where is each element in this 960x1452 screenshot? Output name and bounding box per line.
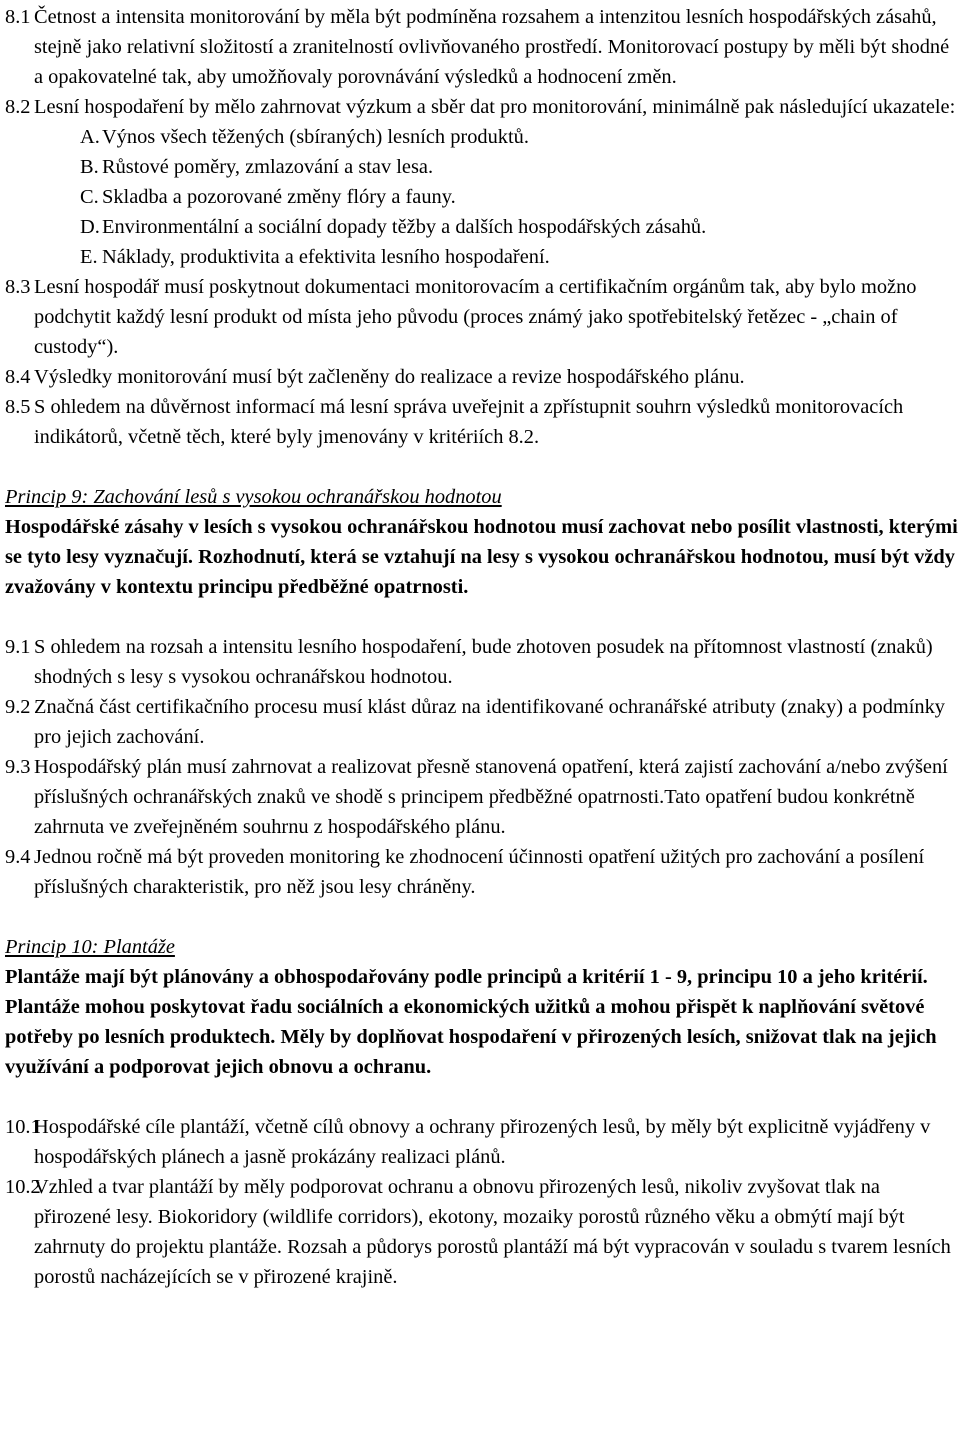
indicator-d xyxy=(0,212,960,242)
criterion-9-4 xyxy=(0,842,960,902)
criterion-text: Četnost a intensita monitorování by měla být podmíněna rozsahem a intenzitou lesních hospodářských zásahů, stejně jako relativní složitostí a zranitelností ovlivňovaného prostředí. Monitorovací postupy by měli být shodné a opakovatelné tak, aby umožňovaly porovnávání výsledků a hodnocení změn. xyxy=(34,6,950,88)
indicator-text: Náklady, produktivita a efektivita lesního hospodaření. xyxy=(102,246,550,268)
criterion-9-1 xyxy=(0,632,960,692)
criterion-text: Lesní hospodaření by mělo zahrnovat výzkum a sběr dat pro monitorování, minimálně pak následující ukazatele: xyxy=(34,96,956,118)
criterion-10-2 xyxy=(0,1172,960,1292)
criterion-number: 9.3 xyxy=(5,756,31,778)
criterion-text: Výsledky monitorování musí být začleněny do realizace a revize hospodářského plánu. xyxy=(34,366,745,388)
criterion-10-1 xyxy=(0,1112,960,1172)
criterion-text: S ohledem na rozsah a intensitu lesního hospodaření, bude zhotoven posudek na přítomnost vlastností (znaků) shodných s lesy s vysokou ochranářskou hodnotou. xyxy=(34,636,933,688)
criterion-number: 8.2 xyxy=(5,96,31,118)
indicator-text: Environmentální a sociální dopady těžby a dalších hospodářských zásahů. xyxy=(102,216,707,238)
criterion-number: 8.4 xyxy=(5,366,31,388)
spacer xyxy=(0,1082,960,1112)
criterion-9-3 xyxy=(0,752,960,842)
principle-9-heading: Princip 9: Zachování lesů s vysokou ochranářskou hodnotou xyxy=(5,486,502,508)
indicator-text: Výnos všech těžených (sbíraných) lesních produktů. xyxy=(102,126,529,148)
criterion-number: 9.4 xyxy=(5,846,31,868)
criterion-text: Lesní hospodář musí poskytnout dokumentaci monitorovacím a certifikačním orgánům tak, aby bylo možno podchytit každý lesní produkt od místa jeho původu (proces známý jako spotřebitelský řetězec - „chain of custody“). xyxy=(34,276,917,358)
indicator-text: Růstové poměry, zmlazování a stav lesa. xyxy=(102,156,434,178)
criterion-text: Značná část certifikačního procesu musí klást důraz na identifikované ochranářské atributy (znaky) a podmínky pro jejich zachování. xyxy=(34,696,946,748)
criterion-number: 8.3 xyxy=(5,276,31,298)
spacer xyxy=(0,602,960,632)
indicator-letter: B. xyxy=(80,156,99,178)
indicator-c xyxy=(0,182,960,212)
criterion-number: 8.1 xyxy=(5,6,31,28)
indicator-letter: D. xyxy=(80,216,100,238)
criterion-8-2 xyxy=(0,92,960,122)
criterion-text: Jednou ročně má být proveden monitoring ke zhodnocení účinnosti opatření užitých pro zachování a posílení příslušných charakteristik, pro něž jsou lesy chráněny. xyxy=(34,846,925,898)
indicator-e xyxy=(0,242,960,272)
criterion-text: Vzhled a tvar plantáží by měly podporovat ochranu a obnovu přirozených lesů, nikoliv zvyšovat tlak na přirozené lesy. Biokoridory (wildlife corridors), ekotony, mozaiky porostů různého věku a obmýtí mají být zahrnuty do projektu plantáže. Rozsah a půdorys porostů plantáží má být vypracován v souladu s tvarem lesních porostů nacházejících se v přirozené krajině. xyxy=(34,1176,951,1288)
criterion-number: 10.2 xyxy=(5,1176,41,1198)
criterion-text: S ohledem na důvěrnost informací má lesní správa uveřejnit a zpřístupnit souhrn výsledků monitorovacích indikátorů, včetně těch, které byly jmenovány v kritériích 8.2. xyxy=(34,396,904,448)
criterion-8-3 xyxy=(0,272,960,362)
criterion-8-5 xyxy=(0,392,960,452)
indicator-letter: A. xyxy=(80,126,100,148)
criterion-text: Hospodářské cíle plantáží, včetně cílů obnovy a ochrany přirozených lesů, by měly být explicitně vyjádřeny v hospodářských plánech a jasně prokázány realizaci plánů. xyxy=(34,1116,931,1168)
criterion-8-1 xyxy=(0,2,960,92)
indicator-letter: C. xyxy=(80,186,99,208)
criterion-8-4 xyxy=(0,362,960,392)
criterion-number: 8.5 xyxy=(5,396,31,418)
criterion-number: 9.2 xyxy=(5,696,31,718)
indicator-letter: E. xyxy=(80,246,98,268)
indicator-a xyxy=(0,122,960,152)
criterion-9-2 xyxy=(0,692,960,752)
criterion-text: Hospodářský plán musí zahrnovat a realizovat přesně stanovená opatření, která zajistí zachování a/nebo zvýšení příslušných ochranářských znaků ve shodě s principem předběžné opatrnosti.Tato opatření budou konkrétně zahrnuta ve zveřejněném souhrnu z hospodářského plánu. xyxy=(34,756,948,838)
indicator-b xyxy=(0,152,960,182)
principle-10-statement: Plantáže mají být plánovány a obhospodařovány podle principů a kritérií 1 - 9, principu 10 a jeho kritérií. Plantáže mohou poskytovat řadu sociálních a ekonomických užitků a mohou přispět k naplňování světové potřeby po lesních produktech. Měly by doplňovat hospodaření v přirozených lesích, snižovat tlak na jejich využívání a podporovat jejich obnovu a ochranu. xyxy=(5,966,937,1078)
indicator-text: Skladba a pozorované změny flóry a fauny. xyxy=(102,186,456,208)
principle-10-heading: Princip 10: Plantáže xyxy=(5,936,175,958)
principle-9-statement: Hospodářské zásahy v lesích s vysokou ochranářskou hodnotou musí zachovat nebo posílit vlastnosti, kterými se tyto lesy vyznačují. Rozhodnutí, která se vztahují na lesy s vysokou ochranářskou hodnotou, musí být vždy zvažovány v kontextu principu předběžné opatrnosti. xyxy=(5,516,958,598)
criterion-number: 10.1 xyxy=(5,1116,41,1138)
criterion-number: 9.1 xyxy=(5,636,31,658)
